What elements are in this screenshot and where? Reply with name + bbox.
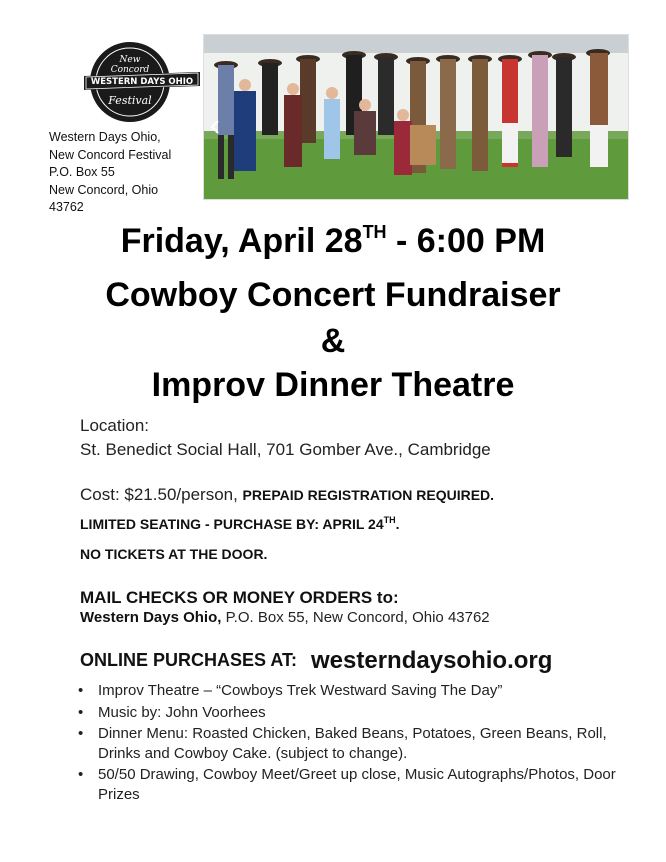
list-item: • Improv Theatre – “Cowboys Trek Westward Saving The Day” — [98, 681, 618, 701]
address-line: New Concord, Ohio — [49, 182, 159, 197]
location-label: Location: — [80, 416, 149, 435]
address-line: New Concord Festival — [49, 147, 172, 162]
event-date-time — [0, 222, 666, 261]
event-title-ampersand: & — [320, 322, 346, 360]
event-details-list — [98, 681, 618, 806]
logo-line3: Festival — [108, 94, 152, 107]
limited-seating-text: LIMITED SEATING - PURCHASE BY: APRIL 24 — [80, 516, 384, 532]
mail-address: P.O. Box 55, New Concord, Ohio 43762 — [221, 609, 490, 626]
no-tickets-notice: NO TICKETS AT THE DOOR. — [80, 546, 268, 562]
cost-text: Cost: $21.50/person, — [80, 485, 243, 504]
festival-logo-icon — [84, 40, 200, 124]
date-superscript: TH — [362, 222, 387, 242]
limited-superscript: TH — [383, 515, 396, 525]
date-text: Friday, April 28 — [120, 222, 363, 260]
limited-suffix: . — [395, 516, 400, 532]
cast-group-photo — [203, 34, 629, 200]
address-line: P.O. Box 55 — [49, 165, 115, 179]
list-item: • Dinner Menu: Roasted Chicken, Baked Beans, Potatoes, Green Beans, Roll, Drinks and Cowboy Cake. (subject to change). — [98, 724, 618, 763]
mail-heading: MAIL CHECKS OR MONEY ORDERS to: — [80, 588, 399, 607]
online-purchase-line — [80, 645, 552, 673]
mailing-address — [49, 129, 171, 217]
location-value: St. Benedict Social Hall, 701 Gomber Ave., Cambridge — [80, 440, 491, 459]
address-line: Western Days Ohio, — [49, 130, 161, 144]
logo-line1: New — [119, 55, 141, 65]
logo-banner: WESTERN DAYS OHIO — [90, 77, 194, 87]
list-item: • Music by: John Voorhees — [98, 703, 618, 723]
group-photo-icon — [204, 35, 628, 199]
list-item: • 50/50 Drawing, Cowboy Meet/Greet up close, Music Autographs/Photos, Door Prizes — [98, 765, 618, 804]
cost-line — [80, 485, 494, 505]
event-title-line2: Improv Dinner Theatre — [151, 366, 515, 404]
time-text: - 6:00 PM — [386, 222, 546, 260]
prepaid-required-text: PREPAID REGISTRATION REQUIRED. — [242, 487, 495, 503]
online-label: ONLINE PURCHASES AT: — [80, 650, 298, 670]
mail-address-line — [80, 609, 490, 626]
address-line: 43762 — [49, 200, 84, 214]
logo-line2: Concord — [110, 65, 150, 75]
festival-logo — [84, 40, 200, 124]
website-link[interactable]: westerndaysohio.org — [311, 647, 553, 674]
mail-name: Western Days Ohio, — [80, 609, 222, 626]
limited-seating-line — [80, 516, 400, 532]
event-title-line1: Cowboy Concert Fundraiser — [105, 276, 561, 314]
